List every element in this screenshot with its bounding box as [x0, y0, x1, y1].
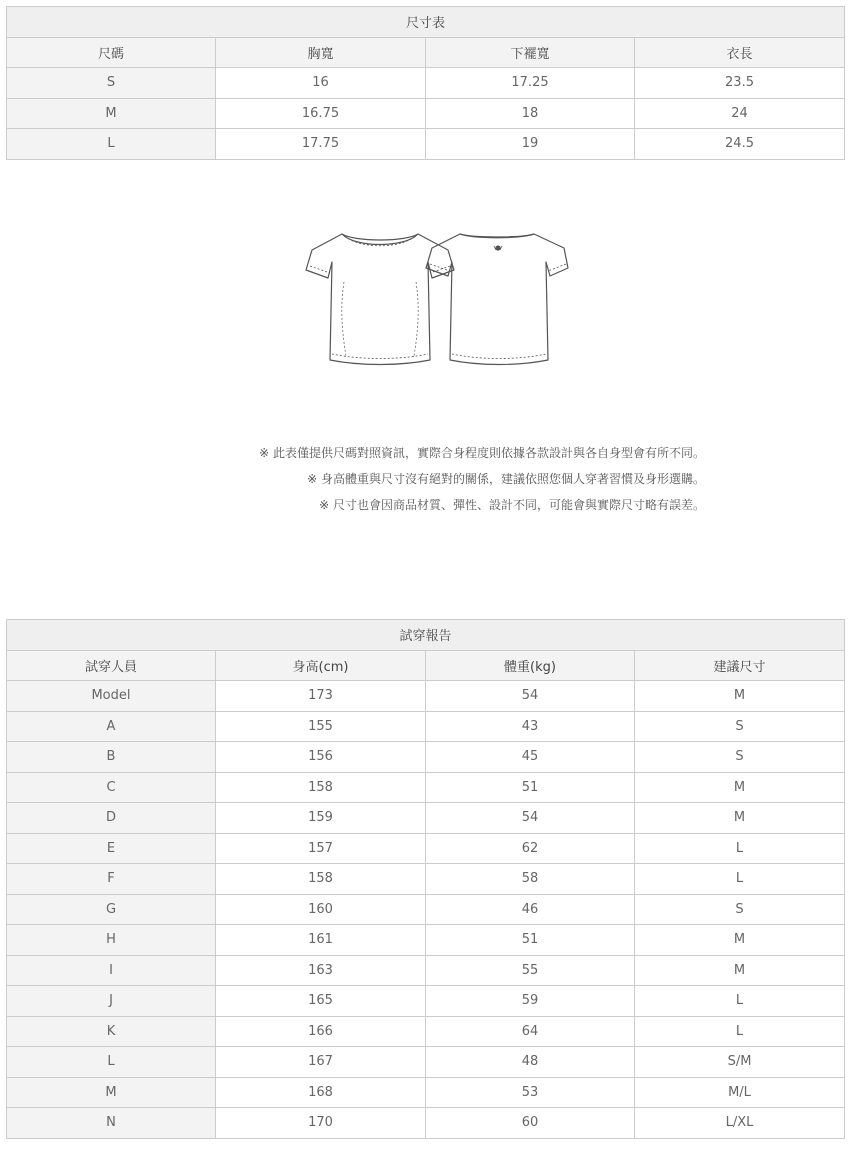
table-cell: F — [7, 864, 216, 895]
table-cell: 167 — [216, 1047, 426, 1078]
table-cell: 54 — [426, 803, 635, 834]
size-notes — [0, 440, 705, 518]
table-cell: 48 — [426, 1047, 635, 1078]
table-row — [7, 1077, 845, 1108]
table-row — [7, 1047, 845, 1078]
table-cell: D — [7, 803, 216, 834]
table-cell: 17.75 — [216, 129, 426, 160]
size-chart-title: 尺寸表 — [7, 7, 845, 38]
table-row — [7, 129, 845, 160]
trial-report-header-row — [7, 650, 845, 681]
table-row — [7, 925, 845, 956]
table-cell: 58 — [426, 864, 635, 895]
trial-report-title: 試穿報告 — [7, 620, 845, 651]
table-row — [7, 68, 845, 99]
table-cell: S — [7, 68, 216, 99]
table-cell: S — [635, 711, 845, 742]
table-cell: 159 — [216, 803, 426, 834]
size-chart-header: 衣長 — [635, 37, 845, 68]
table-cell: N — [7, 1108, 216, 1139]
table-cell: L/XL — [635, 1108, 845, 1139]
table-cell: M/L — [635, 1077, 845, 1108]
table-cell: 161 — [216, 925, 426, 956]
trial-report-header: 建議尺寸 — [635, 650, 845, 681]
table-cell: 173 — [216, 681, 426, 712]
table-cell: 165 — [216, 986, 426, 1017]
table-row — [7, 894, 845, 925]
table-cell: 23.5 — [635, 68, 845, 99]
table-cell: 155 — [216, 711, 426, 742]
size-chart-header: 胸寬 — [216, 37, 426, 68]
table-cell: M — [7, 98, 216, 129]
trial-report-table — [6, 619, 845, 1139]
table-cell: 19 — [426, 129, 635, 160]
tshirt-illustration — [300, 222, 570, 374]
table-row — [7, 986, 845, 1017]
table-cell: L — [7, 129, 216, 160]
table-cell: I — [7, 955, 216, 986]
table-cell: 45 — [426, 742, 635, 773]
size-chart-table — [6, 6, 845, 160]
table-cell: 163 — [216, 955, 426, 986]
table-cell: 54 — [426, 681, 635, 712]
table-cell: 51 — [426, 925, 635, 956]
table-cell: 168 — [216, 1077, 426, 1108]
table-cell: 51 — [426, 772, 635, 803]
table-row — [7, 772, 845, 803]
size-chart-header: 下襬寬 — [426, 37, 635, 68]
table-cell: L — [635, 986, 845, 1017]
trial-report-header: 體重(kg) — [426, 650, 635, 681]
table-cell: 59 — [426, 986, 635, 1017]
table-cell: M — [635, 955, 845, 986]
trial-report-header: 身高(cm) — [216, 650, 426, 681]
table-cell: 156 — [216, 742, 426, 773]
table-cell: 46 — [426, 894, 635, 925]
table-cell: 17.25 — [426, 68, 635, 99]
table-row — [7, 864, 845, 895]
table-cell: 62 — [426, 833, 635, 864]
table-cell: M — [635, 803, 845, 834]
table-cell: 160 — [216, 894, 426, 925]
table-cell: M — [7, 1077, 216, 1108]
table-cell: C — [7, 772, 216, 803]
size-chart-header: 尺碼 — [7, 37, 216, 68]
table-cell: 18 — [426, 98, 635, 129]
table-cell: M — [635, 681, 845, 712]
brand-logo-icon — [494, 245, 502, 250]
table-cell: 60 — [426, 1108, 635, 1139]
table-cell: 53 — [426, 1077, 635, 1108]
tshirt-back-view — [426, 234, 568, 365]
table-cell: L — [635, 864, 845, 895]
table-cell: H — [7, 925, 216, 956]
table-cell: A — [7, 711, 216, 742]
table-cell: 43 — [426, 711, 635, 742]
table-cell: S — [635, 742, 845, 773]
size-chart-header-row — [7, 37, 845, 68]
table-cell: 157 — [216, 833, 426, 864]
table-cell: K — [7, 1016, 216, 1047]
table-row — [7, 803, 845, 834]
table-cell: 55 — [426, 955, 635, 986]
table-row — [7, 742, 845, 773]
table-cell: 158 — [216, 864, 426, 895]
table-row — [7, 833, 845, 864]
note-line: ※ 身高體重與尺寸沒有絕對的關係，建議依照您個人穿著習慣及身形選購。 — [307, 472, 705, 486]
table-cell: 24 — [635, 98, 845, 129]
table-row — [7, 681, 845, 712]
note-line: ※ 此表僅提供尺碼對照資訊，實際合身程度則依據各款設計與各自身型會有所不同。 — [259, 446, 705, 460]
trial-report-header: 試穿人員 — [7, 650, 216, 681]
table-cell: M — [635, 772, 845, 803]
table-cell: M — [635, 925, 845, 956]
size-chart-title-row — [7, 7, 845, 38]
table-cell: 158 — [216, 772, 426, 803]
table-row — [7, 1108, 845, 1139]
table-cell: Model — [7, 681, 216, 712]
table-cell: L — [7, 1047, 216, 1078]
table-cell: S — [635, 894, 845, 925]
table-cell: 24.5 — [635, 129, 845, 160]
table-cell: L — [635, 833, 845, 864]
tshirt-front-view — [306, 234, 454, 365]
table-row — [7, 98, 845, 129]
table-cell: 16.75 — [216, 98, 426, 129]
note-line: ※ 尺寸也會因商品材質、彈性、設計不同，可能會與實際尺寸略有誤差。 — [319, 498, 705, 512]
table-row — [7, 1016, 845, 1047]
table-cell: J — [7, 986, 216, 1017]
table-cell: L — [635, 1016, 845, 1047]
table-cell: 166 — [216, 1016, 426, 1047]
table-cell: B — [7, 742, 216, 773]
table-cell: 64 — [426, 1016, 635, 1047]
table-cell: 16 — [216, 68, 426, 99]
table-row — [7, 955, 845, 986]
table-cell: 170 — [216, 1108, 426, 1139]
table-cell: E — [7, 833, 216, 864]
table-row — [7, 711, 845, 742]
trial-report-title-row — [7, 620, 845, 651]
table-cell: G — [7, 894, 216, 925]
table-cell: S/M — [635, 1047, 845, 1078]
